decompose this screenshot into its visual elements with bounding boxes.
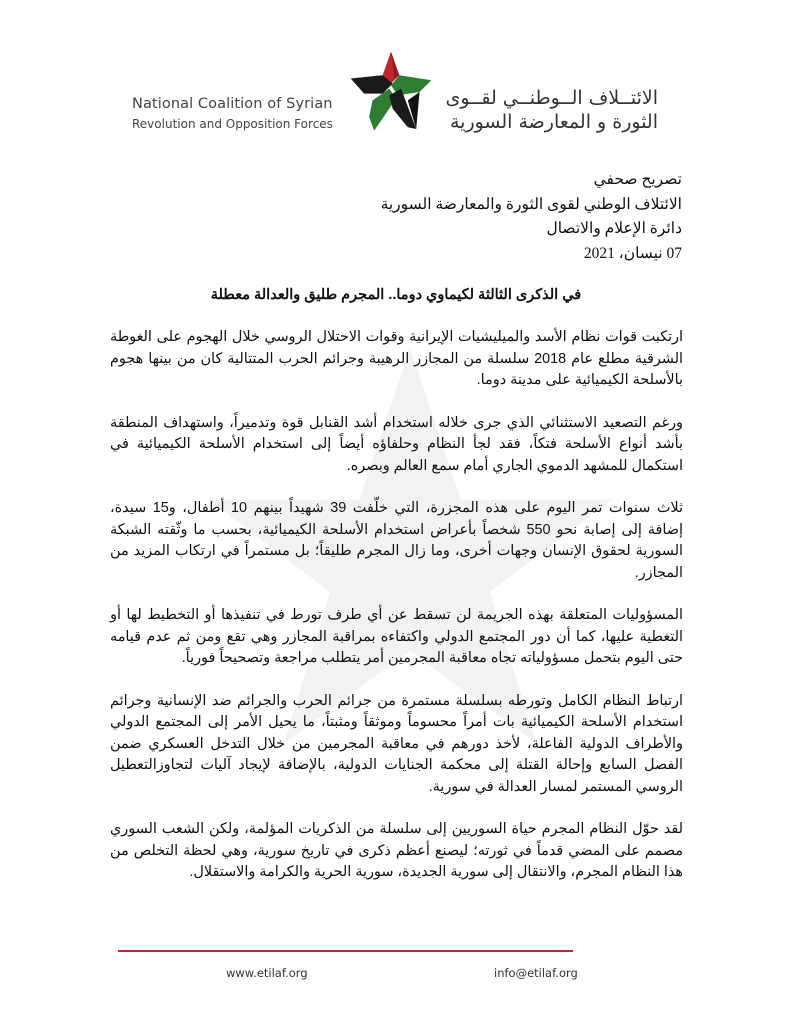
footer-website[interactable]: www.etilaf.org <box>226 966 308 980</box>
org-name-ar-line1: الائتــلاف الــوطنــي لقــوى <box>445 87 658 109</box>
paragraph: ثلاث سنوات تمر اليوم على هذه المجزرة، التي خلّفت 39 شهيداً بينهم 10 أطفال، و15 سيدة، إضافة إلى إصابة نحو 550 شخصاً بأعراض استخدام الأسلحة الكيميائية، بحسب ما وثّقته الشبكة السورية لحقوق الإنسان وجهات أخرى، وما زال المجرم طليقاً؛ بل مستمراً في ارتكاب المزيد من المجازر. <box>110 500 683 581</box>
org-name-en-line1: National Coalition of Syrian <box>132 96 333 112</box>
doc-type: تصريح صحفي <box>593 171 682 188</box>
paragraph: ارتكبت قوات نظام الأسد والميليشيات الإيرانية وقوات الاحتلال الروسي خلال الهجوم على الغوطة الشرقية مطلع عام 2018 سلسلة من المجازر الرهيبة وجرائم الحرب المتتالية كان من بينها هجوم بالأسلحة الكيميائية على مدينة دوما. <box>110 329 683 388</box>
letterhead <box>0 48 792 148</box>
department: دائرة الإعلام والاتصال <box>546 220 682 237</box>
org-name-arabic <box>446 86 658 134</box>
paragraph: ارتباط النظام الكامل وتورطه بسلسلة مستمرة من جرائم الحرب والجرائم ضد الإنسانية وجرائم استخدام الأسلحة الكيميائية بات أمراً محسوماً وموثقاً ومثبتاً، ما يحيل الأمر إلى المجتمع الدولي والأطراف الدولية الفاعلة، لأخذ دورهم في معاقبة المجرمين من خلال التدخل العسكري ضمن الفصل السابع وإحالة القتلة إلى محكمة الجنايات الدولية، بالإضافة لإيجاد آليات لتجاوزالتعطيل الروسي المستمر لمسار العدالة في سورية. <box>110 692 683 795</box>
star-logo-icon <box>349 48 433 136</box>
org-name-en-line2: Revolution and Opposition Forces <box>132 117 333 131</box>
date: 07 نيسان، 2021 <box>583 244 682 262</box>
footer-email[interactable]: info@etilaf.org <box>494 966 578 980</box>
org-name-ar-line2: الثورة و المعارضة السورية <box>449 111 658 133</box>
footer-divider <box>118 950 573 952</box>
statement-meta <box>381 168 682 266</box>
statement-title: في الذكرى الثالثة لكيماوي دوما.. المجرم طليق والعدالة معطلة <box>210 287 582 303</box>
org-name-english <box>132 94 333 134</box>
paragraph: المسؤوليات المتعلقة بهذه الجريمة لن تسقط عن أي طرف تورط في تنفيذها أو التخطيط لها أو التغطية عليها، كما أن دور المجتمع الدولي واكتفاءه بمراقبة المجازر وهي تقع ومن ثم عدم قيامه حتى اليوم بتحمل مسؤولياته تجاه معاقبة المجرمين أمر يتطلب مراجعة وتصحيحاً فورياً. <box>110 607 683 666</box>
paragraph: ورغم التصعيد الاستثنائي الذي جرى خلاله استخدام أشد القنابل قوة وتدميراً، واستهداف المنطقة بأشد أنواع الأسلحة فتكاً، فقد لجأ النظام وحلفاؤه أيضاً إلى استخدام الأسلحة الكيميائية في استكمال للمشهد الدموي الجاري أمام سمع العالم وبصره. <box>110 414 683 474</box>
paragraph: لقد حوّل النظام المجرم حياة السوريين إلى سلسلة من الذكريات المؤلمة، ولكن الشعب السوري مصمم على المضي قدماً في ثورته؛ ليصنع أعظم ذكرى في تاريخ سورية، وهي لحظة التخلص من هذا النظام المجرم، والانتقال إلى سورية الجديدة، سورية الحرية والكرامة والاستقلال. <box>110 821 683 880</box>
issuer: الائتلاف الوطني لقوى الثورة والمعارضة السورية <box>380 195 682 213</box>
statement-body <box>110 327 683 905</box>
